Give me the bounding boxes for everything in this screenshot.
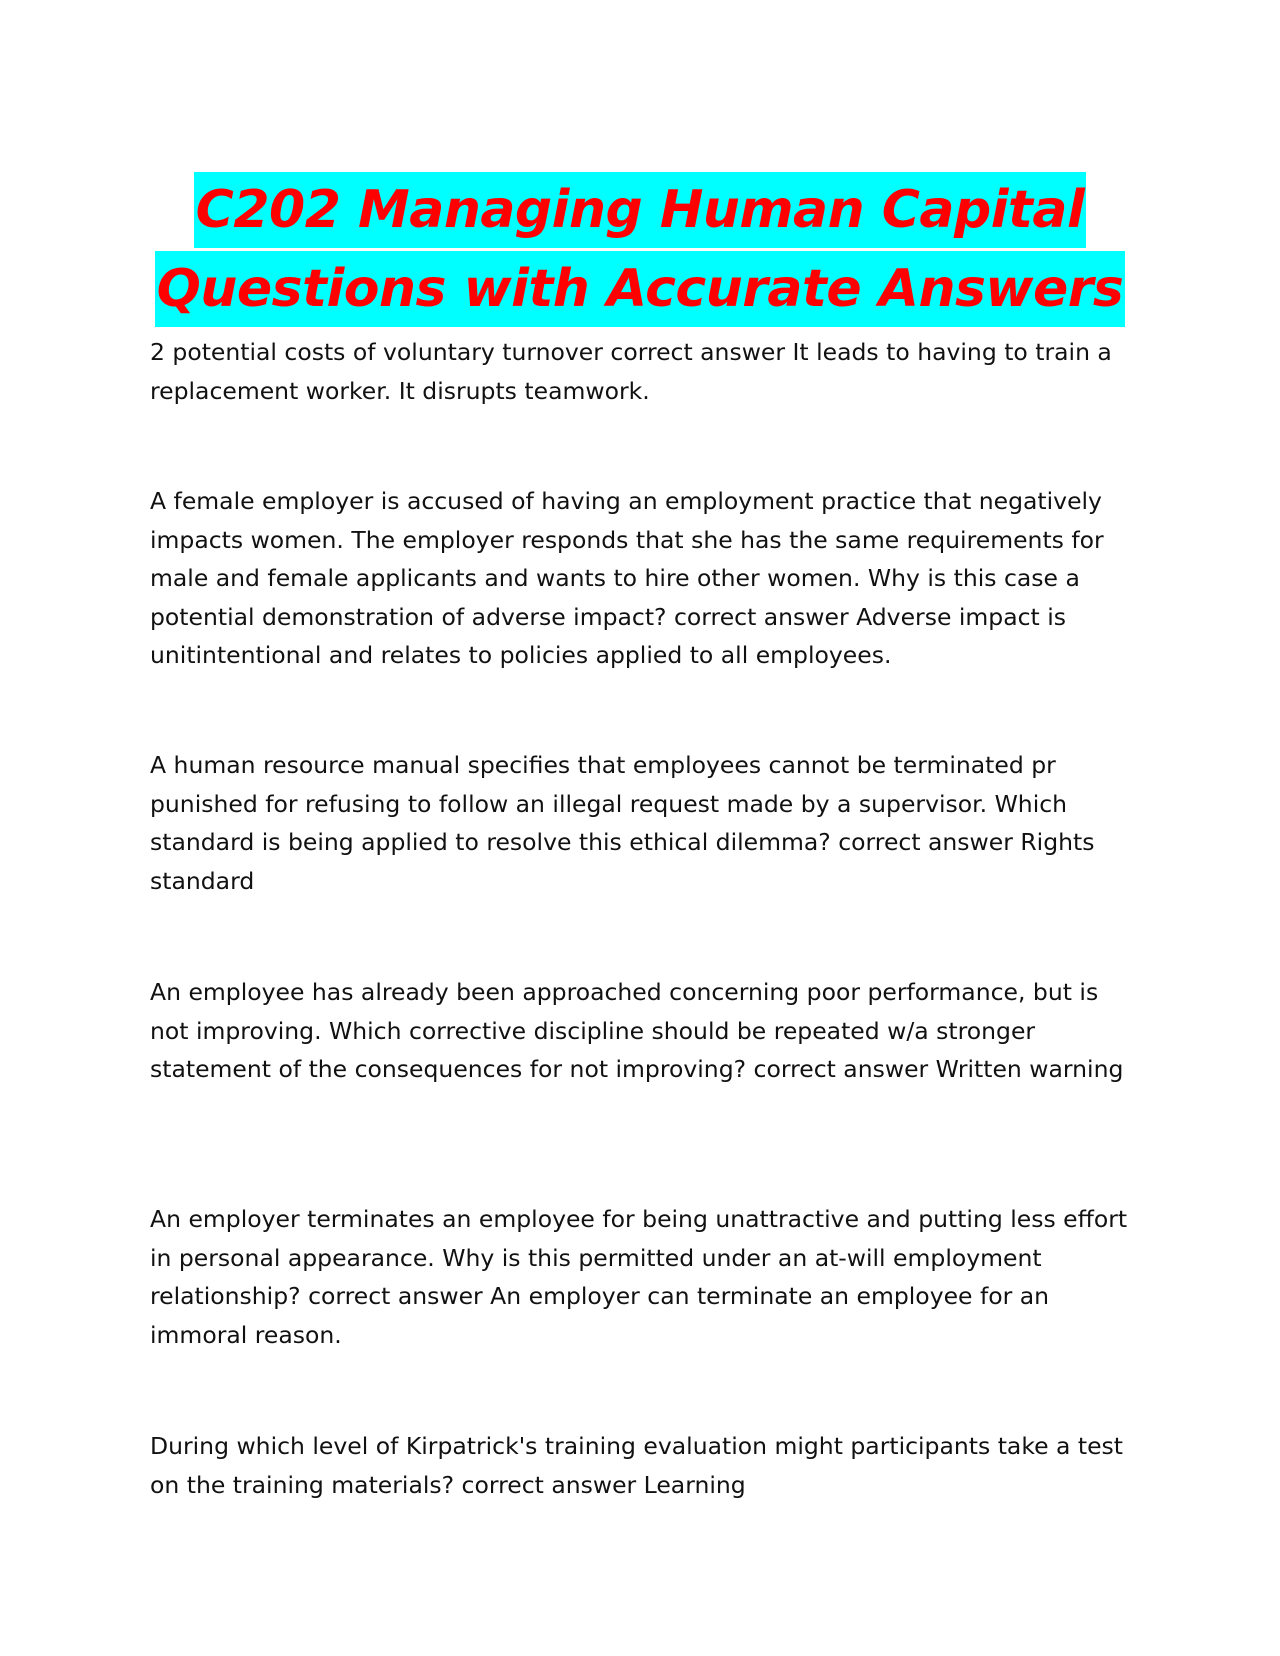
qa-item-1: 2 potential costs of voluntary turnover correct answer It leads to having to train a replacement worker. It disrupts teamwork. — [150, 338, 1112, 405]
document-title — [0, 172, 1280, 330]
title-line-1: C202 Managing Human Capital — [194, 172, 1087, 248]
title-line-2: Questions with Accurate Answers — [155, 251, 1126, 327]
qa-item-5: An employer terminates an employee for being unattractive and putting less effort in personal appearance. Why is this permitted under an at-will employment relationship? correct answer An employer can terminate an employee for an immoral reason. — [150, 1205, 1128, 1349]
qa-item-2: A female employer is accused of having an employment practice that negatively impacts women. The employer responds that she has the same requirements for male and female applicants and wants to hire other women. Why is this case a potential demonstration of adverse impact? correct answer Adverse impact is unitintentional and relates to policies applied to all employees. — [150, 487, 1104, 669]
qa-item-3: A human resource manual specifies that employees cannot be terminated pr punished for refusing to follow an illegal request made by a supervisor. Which standard is being applied to resolve this ethical dilemma? correct answer Rights standard — [150, 751, 1095, 895]
qa-item-4: An employee has already been approached concerning poor performance, but is not improving. Which corrective discipline should be repeated w/a stronger statement of the consequences for not improving? correct answer Written warning — [150, 978, 1124, 1083]
qa-item-6: During which level of Kirpatrick's training evaluation might participants take a test on the training materials? correct answer Learning — [150, 1432, 1124, 1499]
